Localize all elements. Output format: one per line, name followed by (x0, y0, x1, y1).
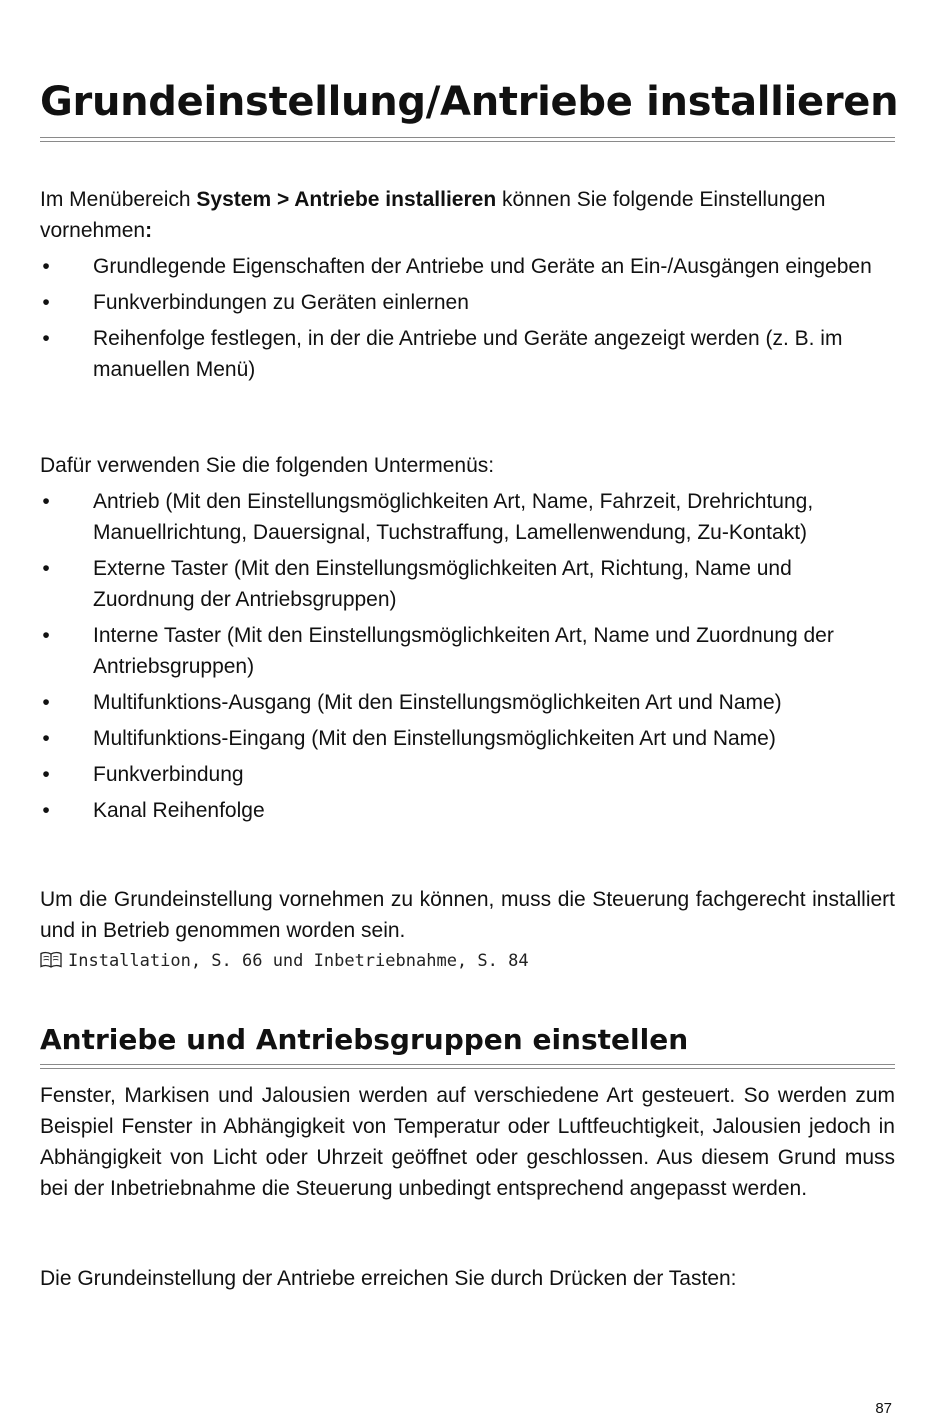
list-item-text: Kanal Reihenfolge (93, 799, 265, 822)
bullet-icon: • (42, 255, 50, 278)
keys-paragraph: Die Grundeinstellung der Antriebe erreichen Sie durch Drücken der Tasten: (40, 1267, 737, 1290)
intro-lead-suffix: können Sie folgende Einstellungen vornehmen (40, 188, 826, 242)
submenus-list (40, 486, 895, 826)
book-icon (40, 949, 62, 980)
menu-path: System > Antriebe installieren (196, 188, 497, 211)
list-item-text: Multifunktions-Ausgang (Mit den Einstellungsmöglichkeiten Art und Name) (93, 691, 782, 714)
intro-lead-colon: : (145, 219, 153, 242)
intro-lead-prefix: Im Menübereich (40, 188, 197, 211)
list-item-text: Antrieb (Mit den Einstellungsmöglichkeiten Art, Name, Fahrzeit, Drehrichtung, Manuellrichtung, Dauersignal, Tuchstraffung, Lamellenwendung, Zu-Kontakt) (93, 490, 814, 544)
page-title: Grundeinstellung/Antriebe installieren (40, 79, 899, 125)
list-item-text: Funkverbindungen zu Geräten einlernen (93, 291, 469, 314)
list-item-text: Externe Taster (Mit den Einstellungsmöglichkeiten Art, Richtung, Name und Zuordnung der Antriebsgruppen) (93, 557, 792, 611)
cross-reference-text: Installation, S. 66 und Inbetriebnahme, S. 84 (68, 951, 529, 971)
intro-lead (40, 184, 895, 246)
intro-list (40, 251, 895, 385)
list-item (40, 553, 895, 615)
bullet-icon: • (42, 327, 50, 350)
bullet-icon: • (42, 490, 50, 513)
drives-section (40, 1080, 895, 1204)
list-item-text: Funkverbindung (93, 763, 244, 786)
list-item (40, 795, 895, 826)
drives-paragraph: Fenster, Markisen und Jalousien werden auf verschiedene Art gesteuert. So werden zum Beispiel Fenster in Abhängigkeit von Temperatur oder Luftfeuchtigkeit, Jalousien jedoch in Abhängigkeit von Licht oder Uhrzeit geöffnet oder geschlossen. Aus diesem Grund muss bei der Inbetriebnahme die Steuerung unbedingt entsprechend angepasst werden. (40, 1084, 895, 1200)
submenus-section (40, 450, 895, 826)
list-item (40, 251, 895, 282)
list-item-text: Interne Taster (Mit den Einstellungsmöglichkeiten Art, Name und Zuordnung der Antriebsgruppen) (93, 624, 834, 678)
title-divider (40, 137, 895, 142)
cross-reference[interactable] (40, 946, 895, 980)
list-item-text: Grundlegende Eigenschaften der Antriebe und Geräte an Ein-/Ausgängen eingeben (93, 255, 872, 278)
list-item (40, 759, 895, 790)
install-note-section (40, 884, 895, 980)
section-divider (40, 1064, 895, 1069)
install-note: Um die Grundeinstellung vornehmen zu können, muss die Steuerung fachgerecht installiert und in Betrieb genommen worden sein. (40, 888, 895, 942)
list-item (40, 486, 895, 548)
section-title: Antriebe und Antriebsgruppen einstellen (40, 1023, 689, 1056)
keys-section (40, 1263, 895, 1294)
list-item (40, 287, 895, 318)
bullet-icon: • (42, 763, 50, 786)
submenus-lead: Dafür verwenden Sie die folgenden Untermenüs: (40, 454, 495, 477)
list-item-text: Reihenfolge festlegen, in der die Antriebe und Geräte angezeigt werden (z. B. im manuellen Menü) (93, 327, 843, 381)
list-item (40, 323, 895, 385)
bullet-icon: • (42, 291, 50, 314)
list-item (40, 687, 895, 718)
bullet-icon: • (42, 799, 50, 822)
page-number: 87 (875, 1400, 892, 1417)
intro-section (40, 184, 895, 385)
list-item-text: Multifunktions-Eingang (Mit den Einstellungsmöglichkeiten Art und Name) (93, 727, 776, 750)
list-item (40, 723, 895, 754)
bullet-icon: • (42, 624, 50, 647)
list-item (40, 620, 895, 682)
bullet-icon: • (42, 557, 50, 580)
bullet-icon: • (42, 727, 50, 750)
bullet-icon: • (42, 691, 50, 714)
